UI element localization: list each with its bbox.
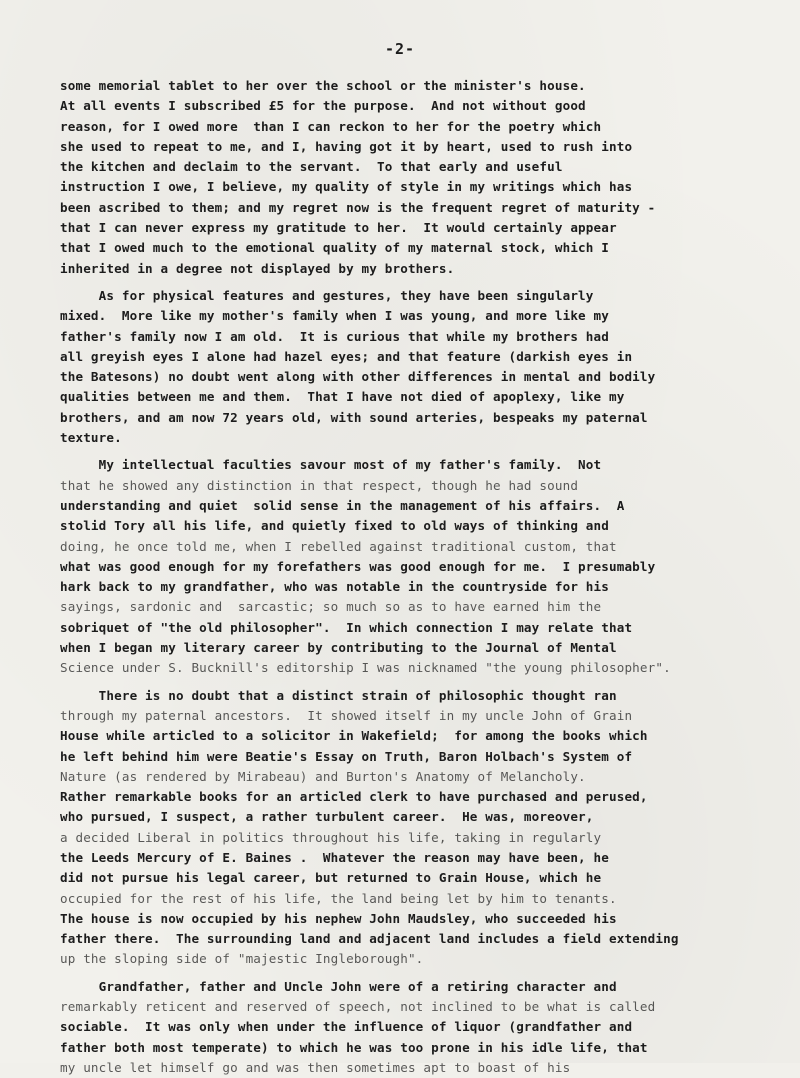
text-line: qualities between me and them. That I have not died of apoplexy, like my	[60, 389, 625, 405]
text-line: understanding and quiet solid sense in the management of his affairs. A	[60, 497, 625, 513]
text-line: sobriquet of "the old philosopher". In which connection I may relate that	[60, 619, 633, 635]
text-line: texture.	[60, 430, 122, 446]
page-number: -2-	[384, 40, 416, 58]
text-line: occupied for the rest of his life, the land being let by him to tenants.	[60, 890, 617, 906]
text-line: Rather remarkable books for an articled clerk to have purchased and perused,	[60, 789, 648, 805]
text-line: stolid Tory all his life, and quietly fixed to old ways of thinking and	[60, 518, 609, 534]
text-line: been ascribed to them; and my regret now is the frequent regret of maturity -	[60, 199, 656, 215]
text-line: At all events I subscribed £5 for the purpose. And not without good	[60, 98, 586, 114]
text-line: instruction I owe, I believe, my quality of style in my writings which has	[60, 179, 633, 195]
text-line: mixed. More like my mother's family when I was young, and more like my	[60, 308, 609, 324]
text-line: that I can never express my gratitude to her. It would certainly appear	[60, 220, 617, 236]
text-line: There is no doubt that a distinct strain of philosophic thought ran	[60, 687, 617, 703]
text-line: a decided Liberal in politics throughout his life, taking in regularly	[60, 829, 602, 845]
paragraph-gap	[60, 279, 765, 286]
text-line: father there. The surrounding land and adjacent land includes a field extending	[60, 931, 679, 947]
text-line: Grandfather, father and Uncle John were of a retiring character and	[60, 978, 617, 994]
body-text	[60, 76, 765, 1078]
text-line: hark back to my grandfather, who was notable in the countryside for his	[60, 579, 609, 595]
text-line: some memorial tablet to her over the school or the minister's house.	[60, 78, 586, 93]
text-line: As for physical features and gestures, they have been singularly	[60, 287, 594, 303]
text-line: sayings, sardonic and sarcastic; so much so as to have earned him the	[60, 599, 602, 615]
paragraph-gap	[60, 679, 765, 686]
text-line: that he showed any distinction in that respect, though he had sound	[60, 477, 579, 493]
text-line: who pursued, I suspect, a rather turbulent career. He was, moreover,	[60, 809, 594, 825]
paragraph	[60, 686, 765, 970]
text-line: the Batesons) no doubt went along with other differences in mental and bodily	[60, 369, 656, 385]
text-line: the Leeds Mercury of E. Baines . Whatever the reason may have been, he	[60, 849, 609, 865]
text-line: the kitchen and declaim to the servant. To that early and useful	[60, 159, 563, 175]
paragraph	[60, 286, 765, 448]
text-line: Nature (as rendered by Mirabeau) and Burton's Anatomy of Melancholy.	[60, 768, 586, 784]
text-line: The house is now occupied by his nephew John Maudsley, who succeeded his	[60, 910, 617, 926]
text-line: up the sloping side of "majestic Ingleborough".	[60, 951, 424, 967]
paragraph-gap	[60, 448, 765, 455]
text-line: father's family now I am old. It is curious that while my brothers had	[60, 328, 609, 344]
text-line: when I began my literary career by contributing to the Journal of Mental	[60, 640, 617, 656]
text-line: father both most temperate) to which he was too prone in his idle life, that	[60, 1039, 648, 1055]
paragraph	[60, 455, 765, 678]
text-line: all greyish eyes I alone had hazel eyes; and that feature (darkish eyes in	[60, 348, 633, 364]
text-line: brothers, and am now 72 years old, with sound arteries, bespeaks my paternal	[60, 409, 648, 425]
paragraph	[60, 76, 765, 279]
paragraph-gap	[60, 970, 765, 977]
text-line: Science under S. Bucknill's editorship I was nicknamed "the young philosopher".	[60, 660, 671, 676]
text-line: doing, he once told me, when I rebelled against traditional custom, that	[60, 538, 617, 554]
text-line: sociable. It was only when under the influence of liquor (grandfather and	[60, 1019, 633, 1035]
text-line: remarkably reticent and reserved of speech, not inclined to be what is called	[60, 999, 656, 1015]
text-line: that I owed much to the emotional quality of my maternal stock, which I	[60, 240, 609, 256]
text-line: through my paternal ancestors. It showed itself in my uncle John of Grain	[60, 707, 633, 723]
text-line: My intellectual faculties savour most of my father's family. Not	[60, 457, 602, 473]
text-line: did not pursue his legal career, but returned to Grain House, which he	[60, 870, 602, 886]
text-line: my uncle let himself go and was then sometimes apt to boast of his	[60, 1059, 571, 1075]
text-line: House while articled to a solicitor in Wakefield; for among the books which	[60, 728, 648, 744]
text-line: reason, for I owed more than I can reckon to her for the poetry which	[60, 118, 602, 134]
text-line: she used to repeat to me, and I, having got it by heart, used to rush into	[60, 138, 633, 154]
text-line: what was good enough for my forefathers was good enough for me. I presumably	[60, 558, 656, 574]
text-line: inherited in a degree not displayed by my brothers.	[60, 260, 455, 276]
text-line: he left behind him were Beatie's Essay on Truth, Baron Holbach's System of	[60, 748, 633, 764]
